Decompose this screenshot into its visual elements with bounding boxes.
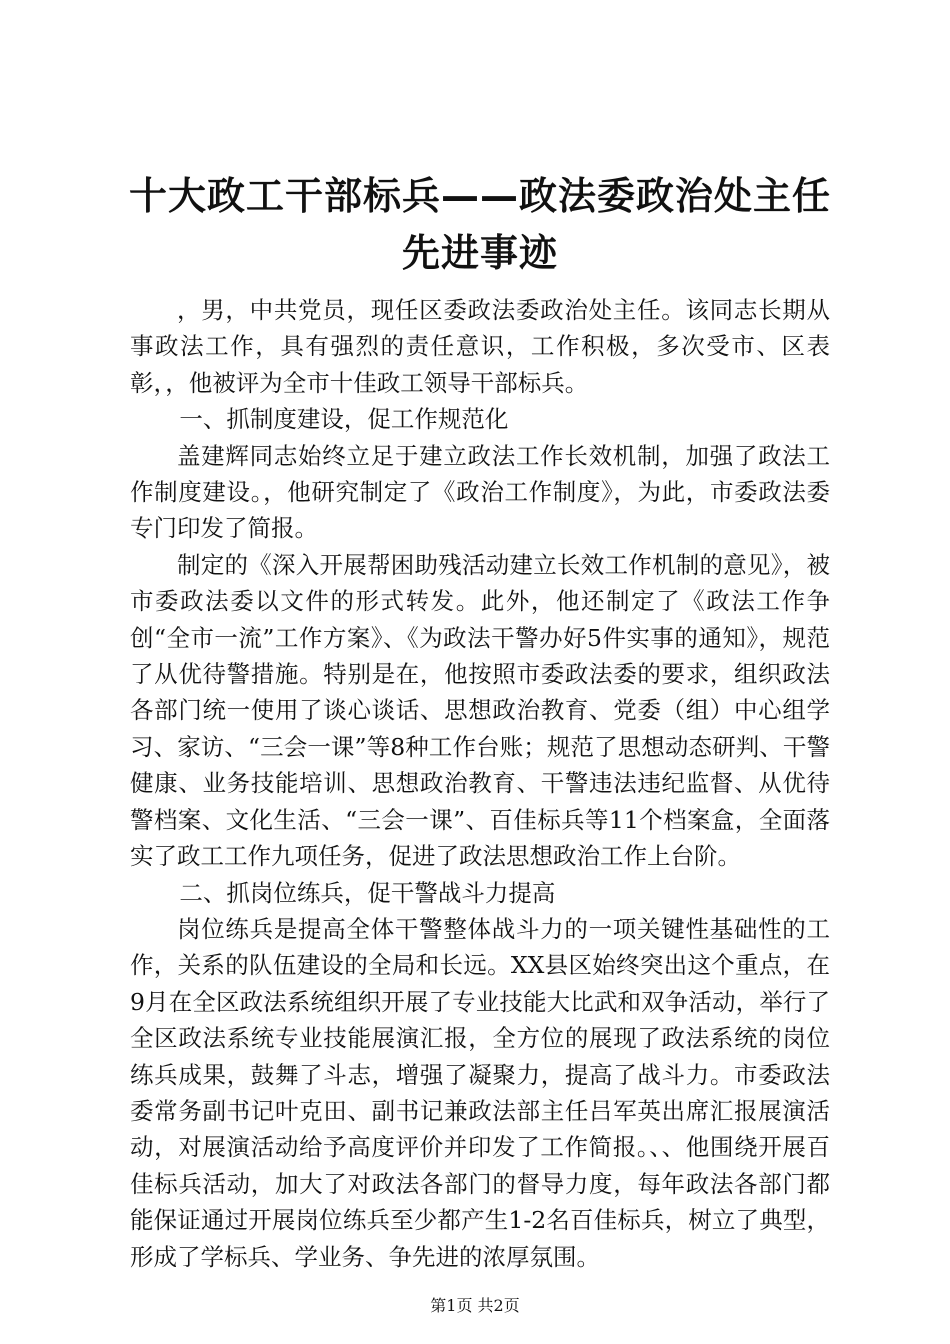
document-title: 十大政工干部标兵——政法委政治处主任先进事迹 — [128, 174, 831, 275]
section-heading-2: 二、抓岗位练兵，促干警战斗力提高 — [179, 878, 556, 907]
section-heading-1: 一、抓制度建设，促工作规范化 — [179, 405, 509, 434]
page-number-footer: 第1页 共2页 — [430, 1296, 520, 1315]
intro-paragraph: ，男，中共党员，现任区委政法委政治处主任。该同志长期从事政法工作，具有强烈的责任意识，工作积极，多次受市、区表彰，，他被评为全市十佳政工领导干部标兵。 — [130, 296, 830, 397]
body-paragraph: 制定的《深入开展帮困助残活动建立长效工作机制的意见》，被市委政法委以文件的形式转发。此外，他还制定了《政法工作争创“全市一流”工作方案》、《为政法干警办好5件实事的通知》，规范了从优待警措施。特别是在，他按照市委政法委的要求，组织政法各部门统一使用了谈心谈话、思想政治教育、党委（组）中心组学习、家访、“三会一课”等8种工作台账；规范了思想动态研判、干警健康、业务技能培训、思想政治教育、干警违法违纪监督、从优待警档案、文化生活、“三会一课”、百佳标兵等11个档案盒，全面落实了政工工作九项任务，促进了政法思想政治工作上台阶。 — [130, 550, 830, 871]
document-body — [130, 292, 830, 1275]
body-paragraph: 盖建辉同志始终立足于建立政法工作长效机制，加强了政法工作制度建设。，他研究制定了《政治工作制度》，为此，市委政法委专门印发了简报。 — [130, 441, 830, 543]
body-paragraph: 岗位练兵是提高全体干警整体战斗力的一项关键性基础性的工作，关系的队伍建设的全局和长远。XX县区始终突出这个重点，在9月在全区政法系统组织开展了专业技能大比武和双争活动，举行了全区政法系统专业技能展演汇报，全方位的展现了政法系统的岗位练兵成果，鼓舞了斗志，增强了凝聚力，提高了战斗力。市委政法委常务副书记叶克田、副书记兼政法部主任吕军英出席汇报展演活动，对展演活动给予高度评价并印发了工作简报。、、他围绕开展百佳标兵活动，加大了对政法各部门的督导力度，每年政法各部门都能保证通过开展岗位练兵至少都产生1-2名百佳标兵，树立了典型，形成了学标兵、学业务、争先进的浓厚氛围。 — [130, 914, 830, 1271]
